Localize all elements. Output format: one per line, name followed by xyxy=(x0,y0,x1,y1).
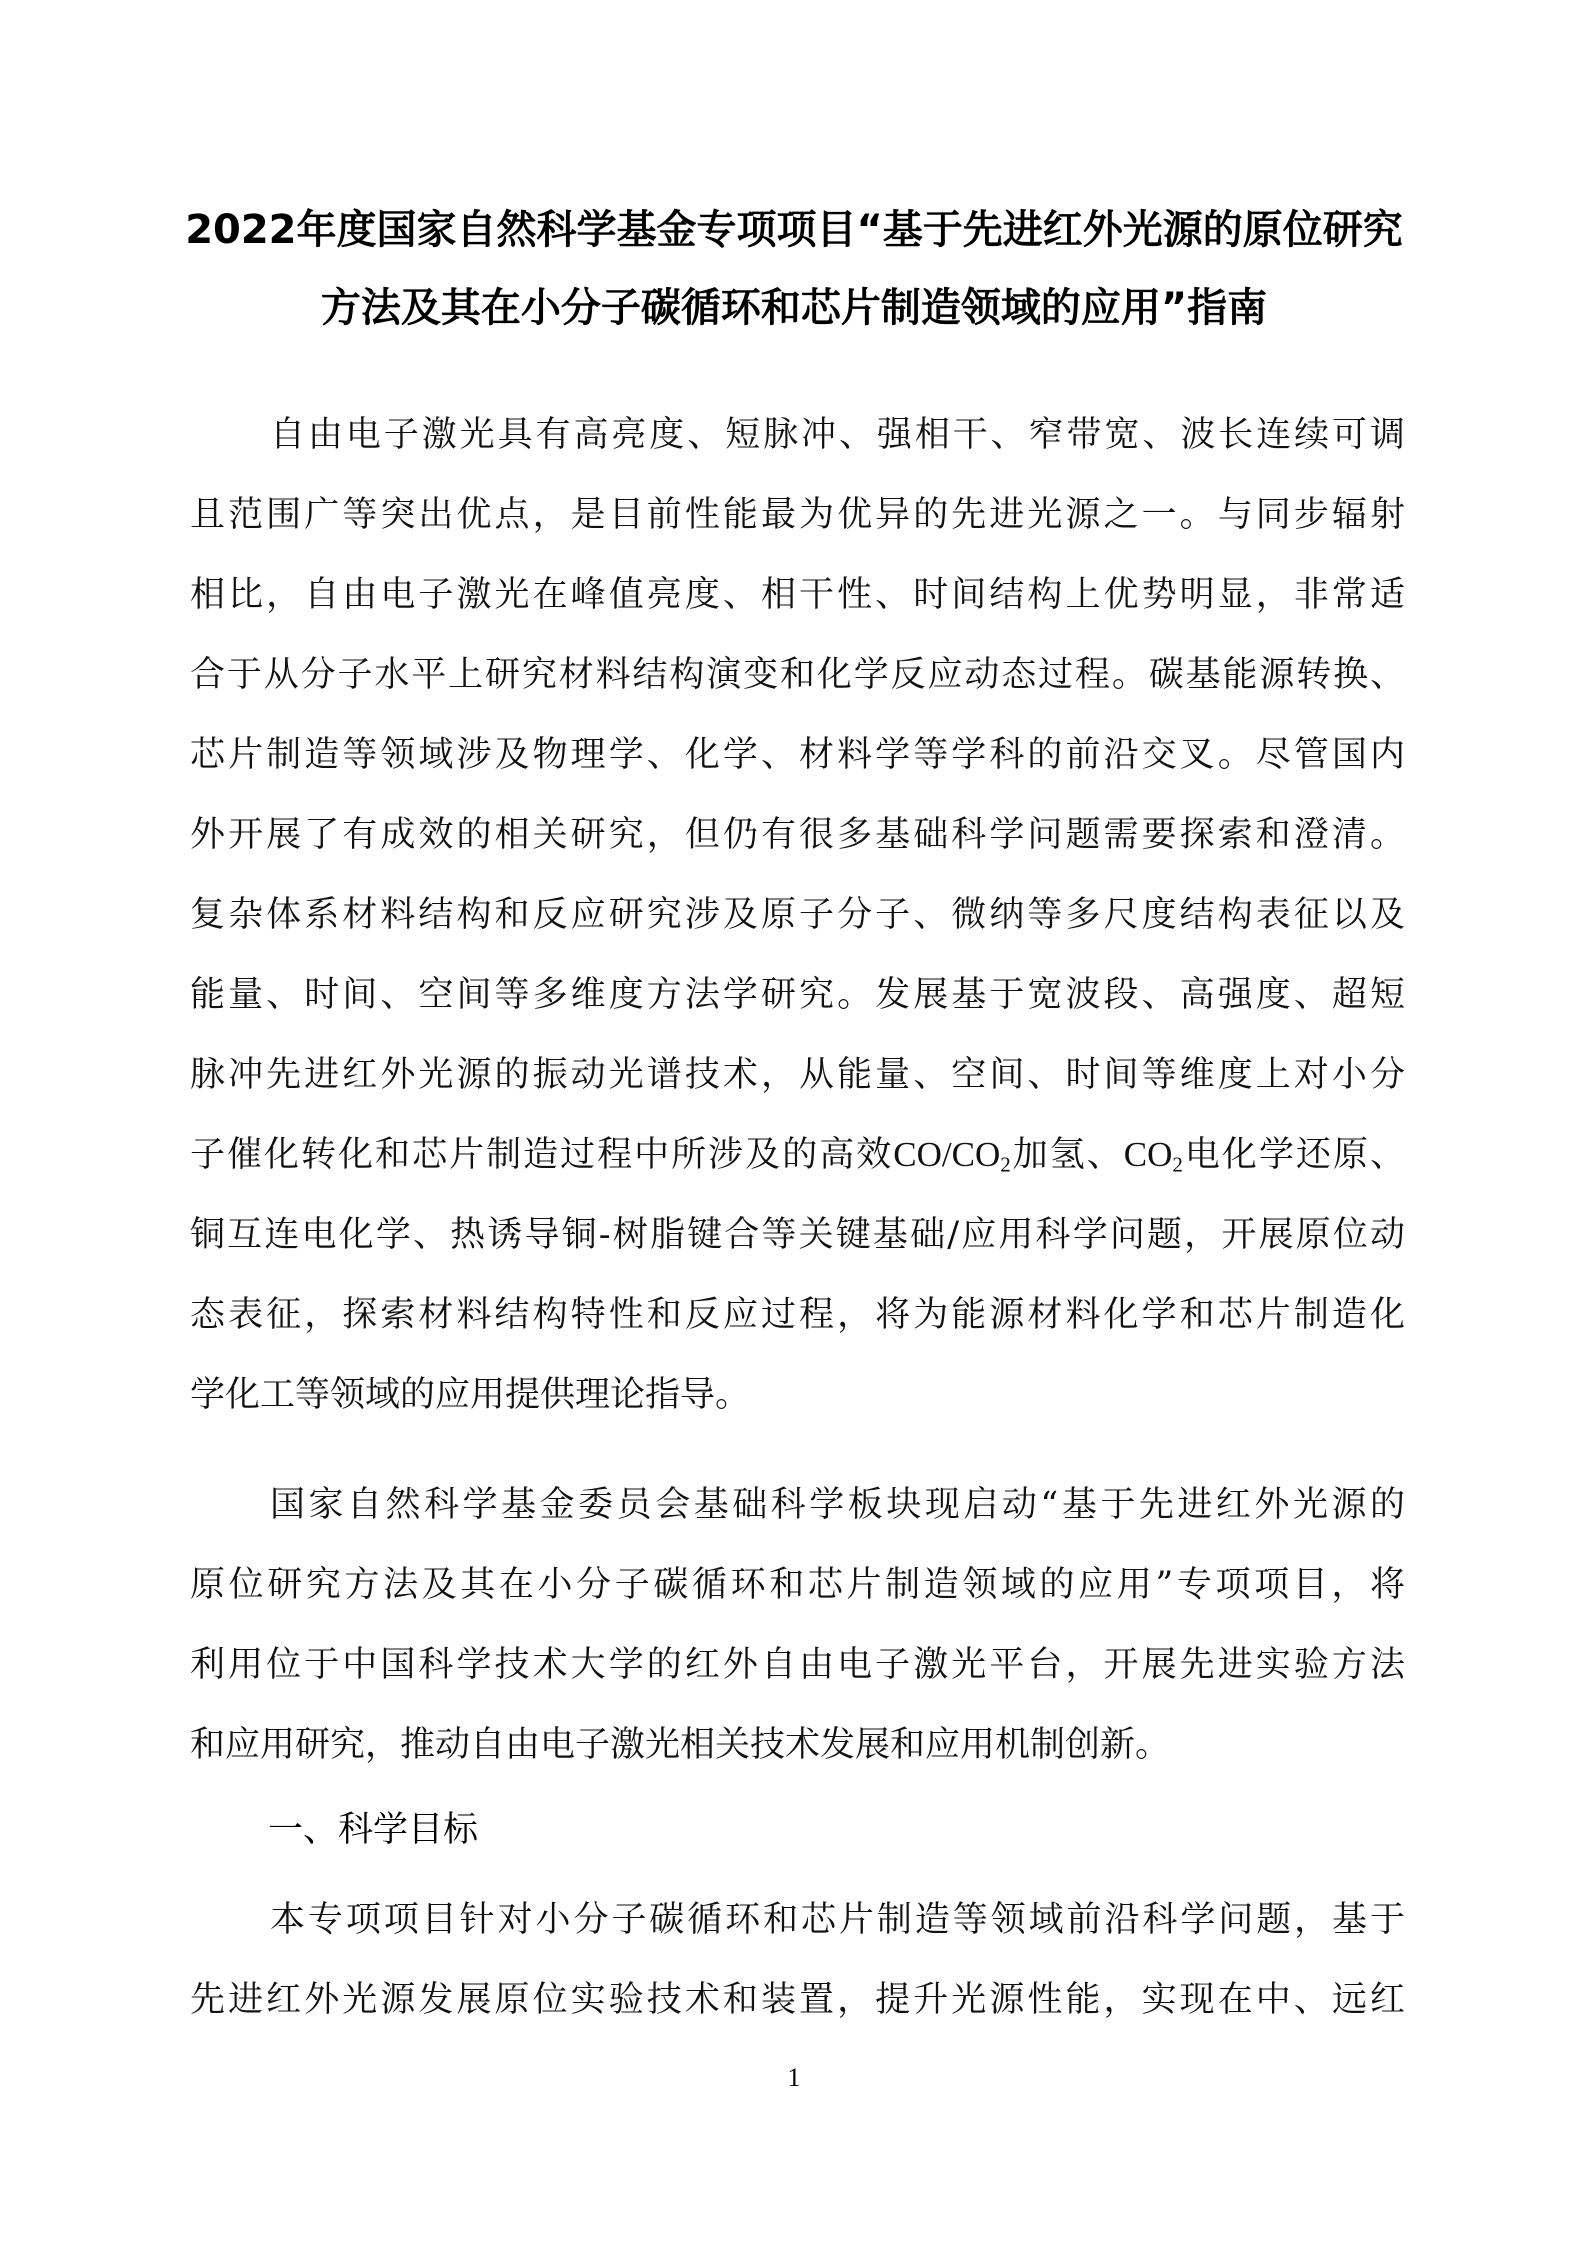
chemical-formula-co-co2: CO/CO xyxy=(893,1135,1001,1174)
paragraph-2-line: 原位研究方法及其在小分子碳循环和芯片制造领域的应用”专项项目，将 xyxy=(190,1565,1405,1605)
paragraph-1-line: 合于从分子水平上研究材料结构演变和化学反应动态过程。碳基能源转换、 xyxy=(190,655,1405,695)
paragraph-1-line-chemical-formulas xyxy=(190,1115,1405,1195)
paragraph-1-line: 相比，自由电子激光在峰值亮度、相干性、时间结构上优势明显，非常适 xyxy=(190,575,1405,615)
paragraph-1-line: 脉冲先进红外光源的振动光谱技术，从能量、空间、时间等维度上对小分 xyxy=(190,1055,1405,1095)
document-title-line-2: 方法及其在小分子碳循环和芯片制造领域的应用”指南 xyxy=(320,285,1268,331)
paragraph-1-line: 自由电子激光具有高亮度、短脉冲、强相干、窄带宽、波长连续可调 xyxy=(270,415,1405,455)
paragraph-2-line: 和应用研究，推动自由电子激光相关技术发展和应用机制创新。 xyxy=(190,1725,1171,1765)
subscript-2: 2 xyxy=(1000,1152,1011,1177)
paragraph-1-line: 芯片制造等领域涉及物理学、化学、材料学等学科的前沿交叉。尽管国内 xyxy=(190,735,1405,775)
paragraph-1-line: 学化工等领域的应用提供理论指导。 xyxy=(190,1375,751,1415)
paragraph-3-line: 先进红外光源发展原位实验技术和装置，提升光源性能，实现在中、远红 xyxy=(190,1980,1405,2020)
paragraph-3-line: 本专项项目针对小分子碳循环和芯片制造等领域前沿科学问题，基于 xyxy=(270,1900,1405,1940)
chemical-formula-co2: CO xyxy=(1123,1135,1173,1174)
page-number: 1 xyxy=(787,2063,801,2092)
paragraph-1-line: 能量、时间、空间等多维度方法学研究。发展基于宽波段、高强度、超短 xyxy=(190,975,1405,1015)
document-title-line-1: 2022年度国家自然科学基金专项项目“基于先进红外光源的原位研究 xyxy=(185,207,1403,253)
paragraph-1-line: 复杂体系材料结构和反应研究涉及原子分子、微纳等多尺度结构表征以及 xyxy=(190,895,1405,935)
paragraph-1-line: 铜互连电化学、热诱导铜-树脂键合等关键基础/应用科学问题，开展原位动 xyxy=(190,1215,1405,1255)
paragraph-2-line: 利用位于中国科学技术大学的红外自由电子激光平台，开展先进实验方法 xyxy=(190,1645,1405,1685)
text-segment: 加氢、 xyxy=(1010,1135,1124,1175)
paragraph-1-line: 且范围广等突出优点，是目前性能最为优异的先进光源之一。与同步辐射 xyxy=(190,495,1405,535)
text-segment: 子催化转化和芯片制造过程中所涉及的高效 xyxy=(190,1135,894,1175)
subscript-2: 2 xyxy=(1172,1152,1183,1177)
paragraph-1-line: 态表征，探索材料结构特性和反应过程，将为能源材料化学和芯片制造化 xyxy=(190,1295,1405,1335)
text-segment: 电化学还原、 xyxy=(1182,1135,1405,1175)
paragraph-1-line: 外开展了有成效的相关研究，但仍有很多基础科学问题需要探索和澄清。 xyxy=(190,815,1405,855)
section-heading-scientific-goals: 一、科学目标 xyxy=(268,1810,479,1850)
paragraph-2-line: 国家自然科学基金委员会基础科学板块现启动“基于先进红外光源的 xyxy=(270,1485,1405,1525)
